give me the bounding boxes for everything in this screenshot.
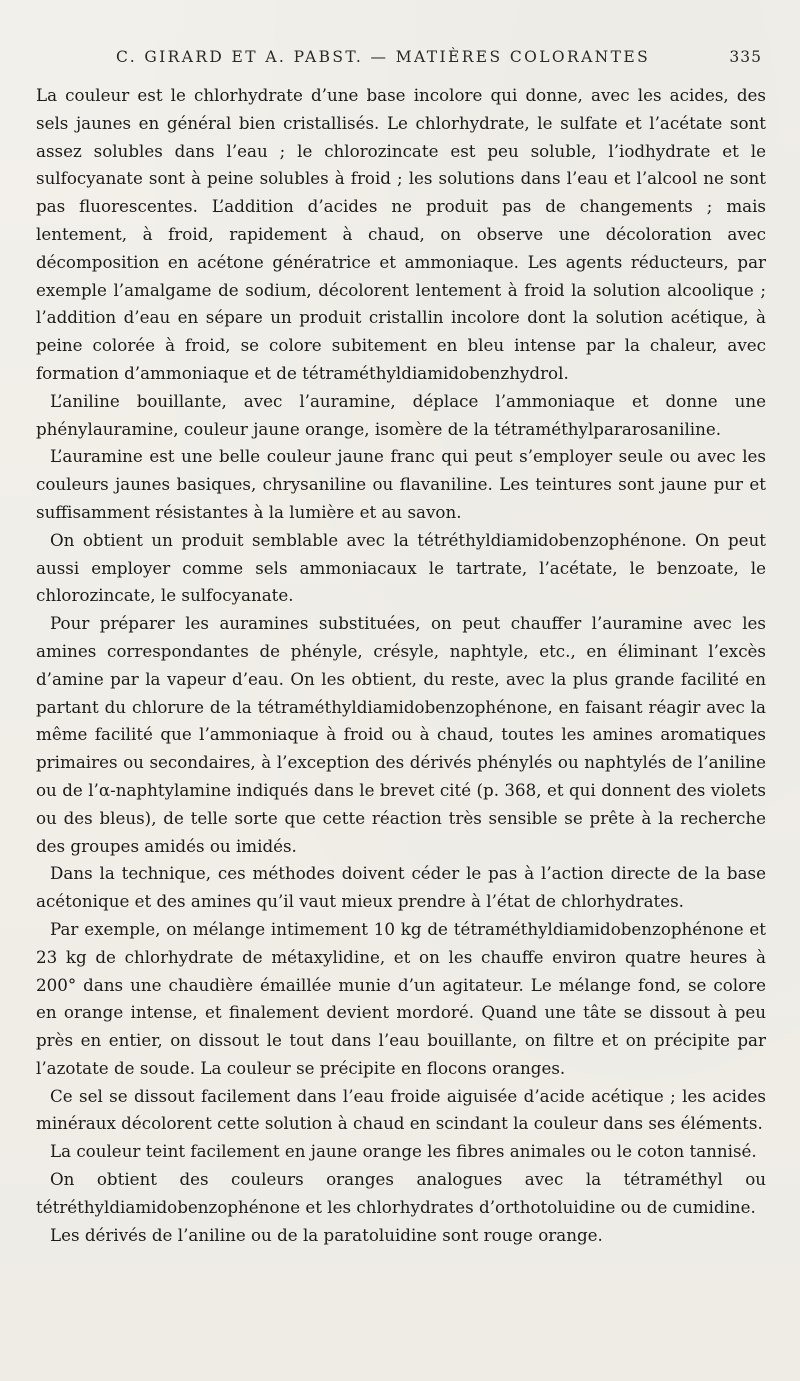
paragraph: On obtient un produit semblable avec la tétréthyldiamidobenzophénone. On peut aussi employer comme sels ammoniacaux le tartrate, l’acétate, le benzoate, le chlorozincate, le sulfocyanate. (36, 529, 766, 606)
paragraph: La couleur teint facilement en jaune orange les fibres animales ou le coton tannisé. (50, 1141, 757, 1162)
page-number: 335 (729, 48, 762, 66)
paragraph: On obtient des couleurs oranges analogues avec la tétraméthyl ou tétréthyldiamidobenzophénone et les chlorhydrates d’orthotoluidine ou de cumidine. (36, 1169, 766, 1217)
paragraph: Ce sel se dissout facilement dans l’eau froide aiguisée d’acide acétique ; les acides minéraux décolorent cette solution à chaud en scindant la couleur dans ses éléments. (36, 1085, 766, 1134)
running-header (36, 44, 766, 74)
running-title: C. GIRARD ET A. PABST. — MATIÈRES COLORANTES (116, 48, 651, 66)
paragraph: Pour préparer les auramines substituées, on peut chauffer l’auramine avec les amines correspondantes de phényle, crésyle, naphtyle, etc., en éliminant l’excès d’amine par la vapeur d’eau. On les obtient, du reste, avec la plus grande facilité en partant du chlorure de la tétraméthyldiamidobenzophénone, en faisant réagir avec la même facilité que l’ammoniaque à froid ou à chaud, toutes les amines aromatiques primaires ou secondaires, à l’exception des dérivés phénylés ou naphtylés de l’aniline ou de l’α-naphtylamine indiqués dans le brevet cité (p. 368, et qui donnent des violets ou des bleus), de telle sorte que cette réaction très sensible se prête à la recherche des groupes amidés ou imidés. (36, 613, 766, 856)
paragraph: L’auramine est une belle couleur jaune franc qui peut s’employer seule ou avec les couleurs jaunes basiques, chrysaniline ou flavaniline. Les teintures sont jaune pur et suffisamment résistantes à la lumière et au savon. (36, 446, 766, 522)
paragraph: La couleur est le chlorhydrate d’une base incolore qui donne, avec les acides, des sels jaunes en général bien cristallisés. Le chlorhydrate, le sulfate et l’acétate sont assez solubles dans l’eau ; le chlorozincate est peu soluble, l’iodhydrate et le sulfocyanate sont à peine solubles à froid ; les solutions dans l’eau et l’alcool ne sont pas fluorescentes. L’addition d’acides ne produit pas de changements ; mais lentement, à froid, rapidement à chaud, on observe une décoloration avec décomposition en acétone génératrice et ammoniaque. Les agents réducteurs, par exemple l’amalgame de sodium, décolorent lentement à froid la solution alcoolique ; l’addition d’eau en sépare un produit cristallin incolore dont la solution acétique, à peine colorée à froid, se colore subitement en bleu intense par la chaleur, avec formation d’ammoniaque et de tétraméthyldiamidobenzhydrol. (36, 85, 766, 383)
paragraph: Par exemple, on mélange intimement 10 kg de tétraméthyldiamidobenzophénone et 23 kg de chlorhydrate de métaxylidine, et on les chauffe environ quatre heures à 200° dans une chaudière émaillée munie d’un agitateur. Le mélange fond, se colore en orange intense, et finalement devient mordoré. Quand une tâte se dissout à peu près en entier, on dissout le tout dans l’eau bouillante, on filtre et on précipite par l’azotate de soude. La couleur se précipite en flocons oranges. (36, 918, 766, 1078)
paragraph: L’aniline bouillante, avec l’auramine, déplace l’ammoniaque et donne une phénylauramine, couleur jaune orange, isomère de la tétraméthylpararosaniline. (36, 390, 766, 439)
body-text (36, 82, 766, 1249)
paragraph: Dans la technique, ces méthodes doivent céder le pas à l’action directe de la base acétonique et des amines qu’il vaut mieux prendre à l’état de chlorhydrates. (36, 863, 766, 912)
paragraph: Les dérivés de l’aniline ou de la paratoluidine sont rouge orange. (50, 1224, 603, 1245)
